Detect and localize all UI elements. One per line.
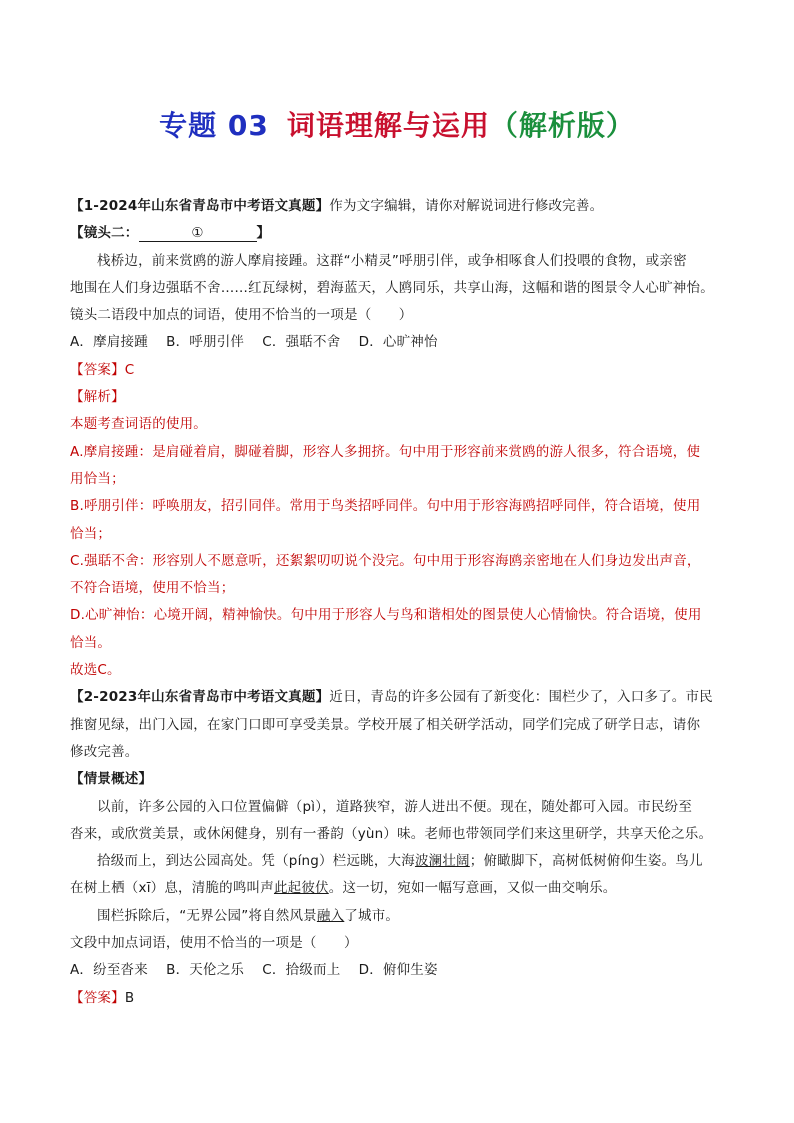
title-edition: （解析版）: [489, 109, 635, 142]
q2-underlined-word: 此起彼伏: [273, 880, 329, 897]
q1-analysis-d: 恰当。: [70, 634, 112, 651]
q2-underlined-word: 融入: [316, 907, 345, 924]
q2-question: 文段中加点词语，使用不恰当的一项是（ ）: [70, 935, 358, 952]
q1-lens-close: 】: [256, 225, 271, 242]
q1-analysis-intro: 本题考查词语的使用。: [70, 416, 207, 433]
q1-analysis-label: 【解析】: [70, 389, 125, 406]
q1-lens-line: [70, 220, 730, 247]
q2-intro-line: 修改完善。: [70, 743, 139, 760]
q1-analysis-b: 恰当；: [70, 525, 112, 542]
q1-source: 【1-2024年山东省青岛市中考语文真题】: [70, 198, 330, 214]
q2-answer-line: [70, 985, 730, 1012]
q1-answer: 【答案】C: [70, 361, 135, 378]
q2-text: ；俯瞰脚下，高树低树俯仰生姿。鸟儿: [469, 853, 703, 870]
q1-analysis-b: B.呼朋引伴：呼唤朋友，招引同伴。常用于鸟类招呼同伴。句中用于形容海鸥招呼同伴，符合语境，使用: [70, 498, 701, 515]
q1-paragraph-line: 地围在人们身边强聒不舍……红瓦绿树，碧海蓝天，人鸥同乐，共享山海，这幅和谐的图景令人心旷神怡。: [70, 279, 714, 296]
q1-analysis-a: 用恰当；: [70, 470, 125, 487]
q1-lens-blank: ①: [139, 225, 257, 242]
q2-answer-label: 【答案】: [70, 989, 125, 1006]
q2-paragraph-line: 沓来，或欣赏美景，或休闲健身，别有一番韵（yùn）味。老师也带领同学们来这里研学，共享天伦之乐。: [70, 825, 713, 842]
q2-paragraph-line: [70, 903, 730, 930]
q1-analysis-c: 不符合语境，使用不恰当；: [70, 580, 235, 597]
q1-paragraph-line: 栈桥边，前来赏鸥的游人摩肩接踵。这群“小精灵”呼朋引伴，或争相啄食人们投喂的食物，或亲密: [97, 252, 687, 269]
q2-paragraph-line: [70, 848, 730, 875]
document-body: [70, 193, 730, 1012]
q2-text: 拾级而上，到达公园高处。凭（píng）栏远眺，大海: [97, 853, 415, 870]
title-topic-number: 专题 03: [159, 109, 269, 142]
q2-text: 。这一切，宛如一幅写意画，又似一曲交响乐。: [328, 880, 617, 897]
q2-paragraph-line: [70, 875, 730, 902]
q1-analysis-a: A.摩肩接踵：是肩碰着肩，脚碰着脚，形容人多拥挤。句中用于形容前来赏鸥的游人很多，符合语境，使: [70, 443, 701, 460]
q1-lens-label: 【镜头二：: [70, 225, 139, 242]
q1-question: 镜头二语段中加点的词语，使用不恰当的一项是（ ）: [70, 307, 413, 324]
q2-intro-line: 推窗见绿，出门入园，在家门口即可享受美景。学校开展了相关研学活动，同学们完成了研学日志，请你: [70, 716, 701, 733]
q2-answer-value: B: [124, 989, 135, 1006]
q1-intro: 作为文字编辑，请你对解说词进行修改完善。: [329, 198, 604, 214]
q1-conclusion: 故选C。: [70, 662, 121, 679]
q2-text: 在树上栖（xī）息，清脆的鸣叫声: [70, 880, 274, 897]
q1-header: [70, 193, 730, 220]
q2-scene-label: 【情景概述】: [70, 771, 153, 788]
q2-text: 围栏拆除后，“无界公园”将自然风景: [97, 907, 317, 924]
q2-underlined-word: 波澜壮阔: [414, 853, 470, 870]
q2-source: 【2-2023年山东省青岛市中考语文真题】: [70, 689, 330, 706]
q1-options: A．摩肩接踵 B．呼朋引伴 C．强聒不舍 D．心旷神怡: [70, 334, 438, 351]
q2-options: A．纷至沓来 B．天伦之乐 C．拾级而上 D．俯仰生姿: [70, 962, 438, 979]
q2-paragraph-line: 以前，许多公园的入口位置偏僻（pì），道路狭窄，游人进出不便。现在，随处都可入园。市民纷至: [97, 798, 693, 815]
q2-header: [70, 684, 730, 711]
document-title: [0, 104, 794, 144]
q2-intro: 近日，青岛的许多公园有了新变化：围栏少了，入口多了。市民: [329, 689, 713, 706]
title-topic-name: 词语理解与运用: [286, 109, 490, 142]
q2-text: 了城市。: [344, 907, 400, 924]
q1-analysis-c: C.强聒不舍：形容别人不愿意听，还絮絮叨叨说个没完。句中用于形容海鸥亲密地在人们身边发出声音，: [70, 552, 701, 569]
q1-analysis-d: D.心旷神怡：心境开阔，精神愉快。句中用于形容人与鸟和谐相处的图景使人心情愉快。符合语境，使用: [70, 607, 702, 624]
